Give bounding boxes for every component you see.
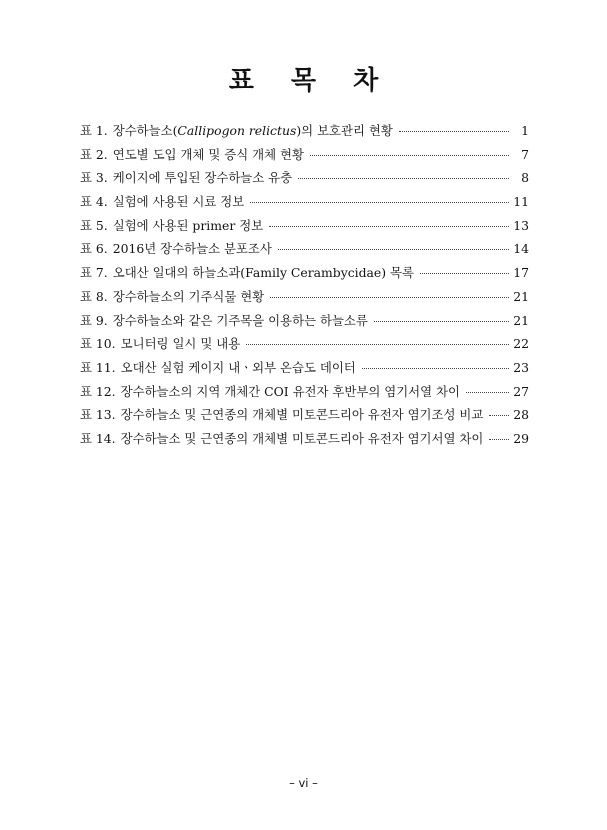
toc-item-title: 실험에 사용된 시료 정보 [112, 194, 245, 210]
toc-item[interactable] [80, 192, 529, 216]
leader-dots [489, 415, 509, 416]
toc-item-label [80, 334, 242, 352]
leader-dots [420, 273, 509, 274]
table-of-tables [80, 121, 529, 453]
toc-item-title: 오대산 실험 케이지 내ㆍ외부 온습도 데이터 [120, 359, 356, 375]
toc-item-number: 표 6. [80, 241, 108, 257]
toc-item-number: 표 2. [80, 146, 108, 162]
toc-item-label [80, 311, 370, 329]
toc-item[interactable] [80, 334, 529, 358]
page-title: 표 목 차 [228, 66, 393, 96]
toc-item-page: 22 [513, 336, 529, 352]
toc-item-number: 표 13. [80, 407, 116, 423]
toc-item-title: 장수하늘소와 같은 기주목을 이용하는 하늘소류 [112, 312, 368, 328]
toc-item-title: 장수하늘소 및 근연종의 개체별 미토콘드리아 유전자 염기서열 차이 [120, 430, 484, 446]
toc-item-page: 7 [521, 146, 529, 162]
toc-item[interactable] [80, 287, 529, 311]
toc-item-page: 27 [513, 383, 529, 399]
toc-item-title: 장수하늘소 및 근연종의 개체별 미토콘드리아 유전자 염기조성 비교 [120, 407, 484, 423]
leader-dots [270, 297, 509, 298]
toc-item[interactable] [80, 121, 529, 145]
toc-item[interactable] [80, 405, 529, 429]
toc-item-number: 표 7. [80, 265, 108, 281]
leader-dots [466, 392, 509, 393]
toc-item-title: 장수하늘소의 기주식물 현황 [112, 288, 265, 304]
toc-item-title: 오대산 일대의 하늘소과(Family Cerambycidae) 목록 [112, 265, 414, 281]
toc-item-number: 표 4. [80, 194, 108, 210]
toc-item[interactable] [80, 429, 529, 453]
toc-item[interactable] [80, 358, 529, 382]
toc-item-number: 표 5. [80, 217, 108, 233]
toc-item-page: 29 [513, 430, 529, 446]
leader-dots [269, 226, 509, 227]
toc-item-number: 표 11. [80, 359, 116, 375]
leader-dots [278, 249, 509, 250]
toc-item-label [80, 382, 462, 400]
toc-item[interactable] [80, 168, 529, 192]
toc-item-label [80, 405, 485, 423]
page-number: – vi – [289, 776, 318, 790]
toc-item-title-part: )의 보호관리 현황 [296, 123, 393, 138]
leader-dots [246, 344, 509, 345]
leader-dots [489, 439, 509, 440]
toc-item-number: 표 3. [80, 170, 108, 186]
toc-item-page: 13 [513, 217, 529, 233]
toc-item[interactable] [80, 263, 529, 287]
toc-item-page: 14 [513, 241, 529, 257]
toc-item[interactable] [80, 239, 529, 263]
toc-item-page: 23 [513, 359, 529, 375]
toc-item-label [80, 239, 274, 257]
toc-item-number: 표 12. [80, 383, 116, 399]
toc-item-label [80, 287, 266, 305]
toc-item-page: 1 [521, 123, 529, 138]
leader-dots [310, 155, 509, 156]
toc-item-label [80, 429, 485, 447]
leader-dots [374, 321, 509, 322]
toc-item-label [80, 168, 294, 186]
toc-item[interactable] [80, 216, 529, 240]
toc-item-page: 21 [513, 312, 529, 328]
toc-item-title: 케이지에 투입된 장수하늘소 유충 [112, 170, 293, 186]
toc-item-number: 표 10. [80, 336, 116, 352]
toc-item-page: 21 [513, 288, 529, 304]
toc-item-label [80, 145, 306, 163]
toc-item-title: 모니터링 일시 및 내용 [120, 336, 241, 352]
toc-item-page: 8 [521, 170, 529, 186]
leader-dots [399, 131, 509, 132]
toc-item[interactable] [80, 145, 529, 169]
toc-item-title-part: 장수하늘소( [112, 123, 178, 138]
toc-item-title: 연도별 도입 개체 및 증식 개체 현황 [112, 146, 304, 162]
toc-item-number: 표 8. [80, 288, 108, 304]
toc-item-title: 장수하늘소의 지역 개체간 COI 유전자 후반부의 염기서열 차이 [120, 383, 460, 399]
toc-item[interactable] [80, 382, 529, 406]
toc-item-title: 실험에 사용된 primer 정보 [112, 217, 264, 233]
toc-item-title: 2016년 장수하늘소 분포조사 [112, 241, 272, 257]
toc-item-page: 11 [513, 194, 529, 210]
toc-item-number: 표 1. [80, 123, 108, 138]
toc-item[interactable] [80, 311, 529, 335]
toc-item-label [80, 121, 395, 139]
leader-dots [250, 202, 509, 203]
toc-item-label [80, 192, 246, 210]
toc-item-page: 17 [513, 265, 529, 281]
toc-item-number: 표 9. [80, 312, 108, 328]
toc-item-number: 표 14. [80, 430, 116, 446]
toc-item-label [80, 216, 265, 234]
species-name: Callipogon relictus [177, 123, 297, 138]
toc-item-label [80, 263, 416, 281]
toc-item-page: 28 [513, 407, 529, 423]
leader-dots [362, 368, 509, 369]
leader-dots [298, 178, 509, 179]
toc-item-label [80, 358, 358, 376]
